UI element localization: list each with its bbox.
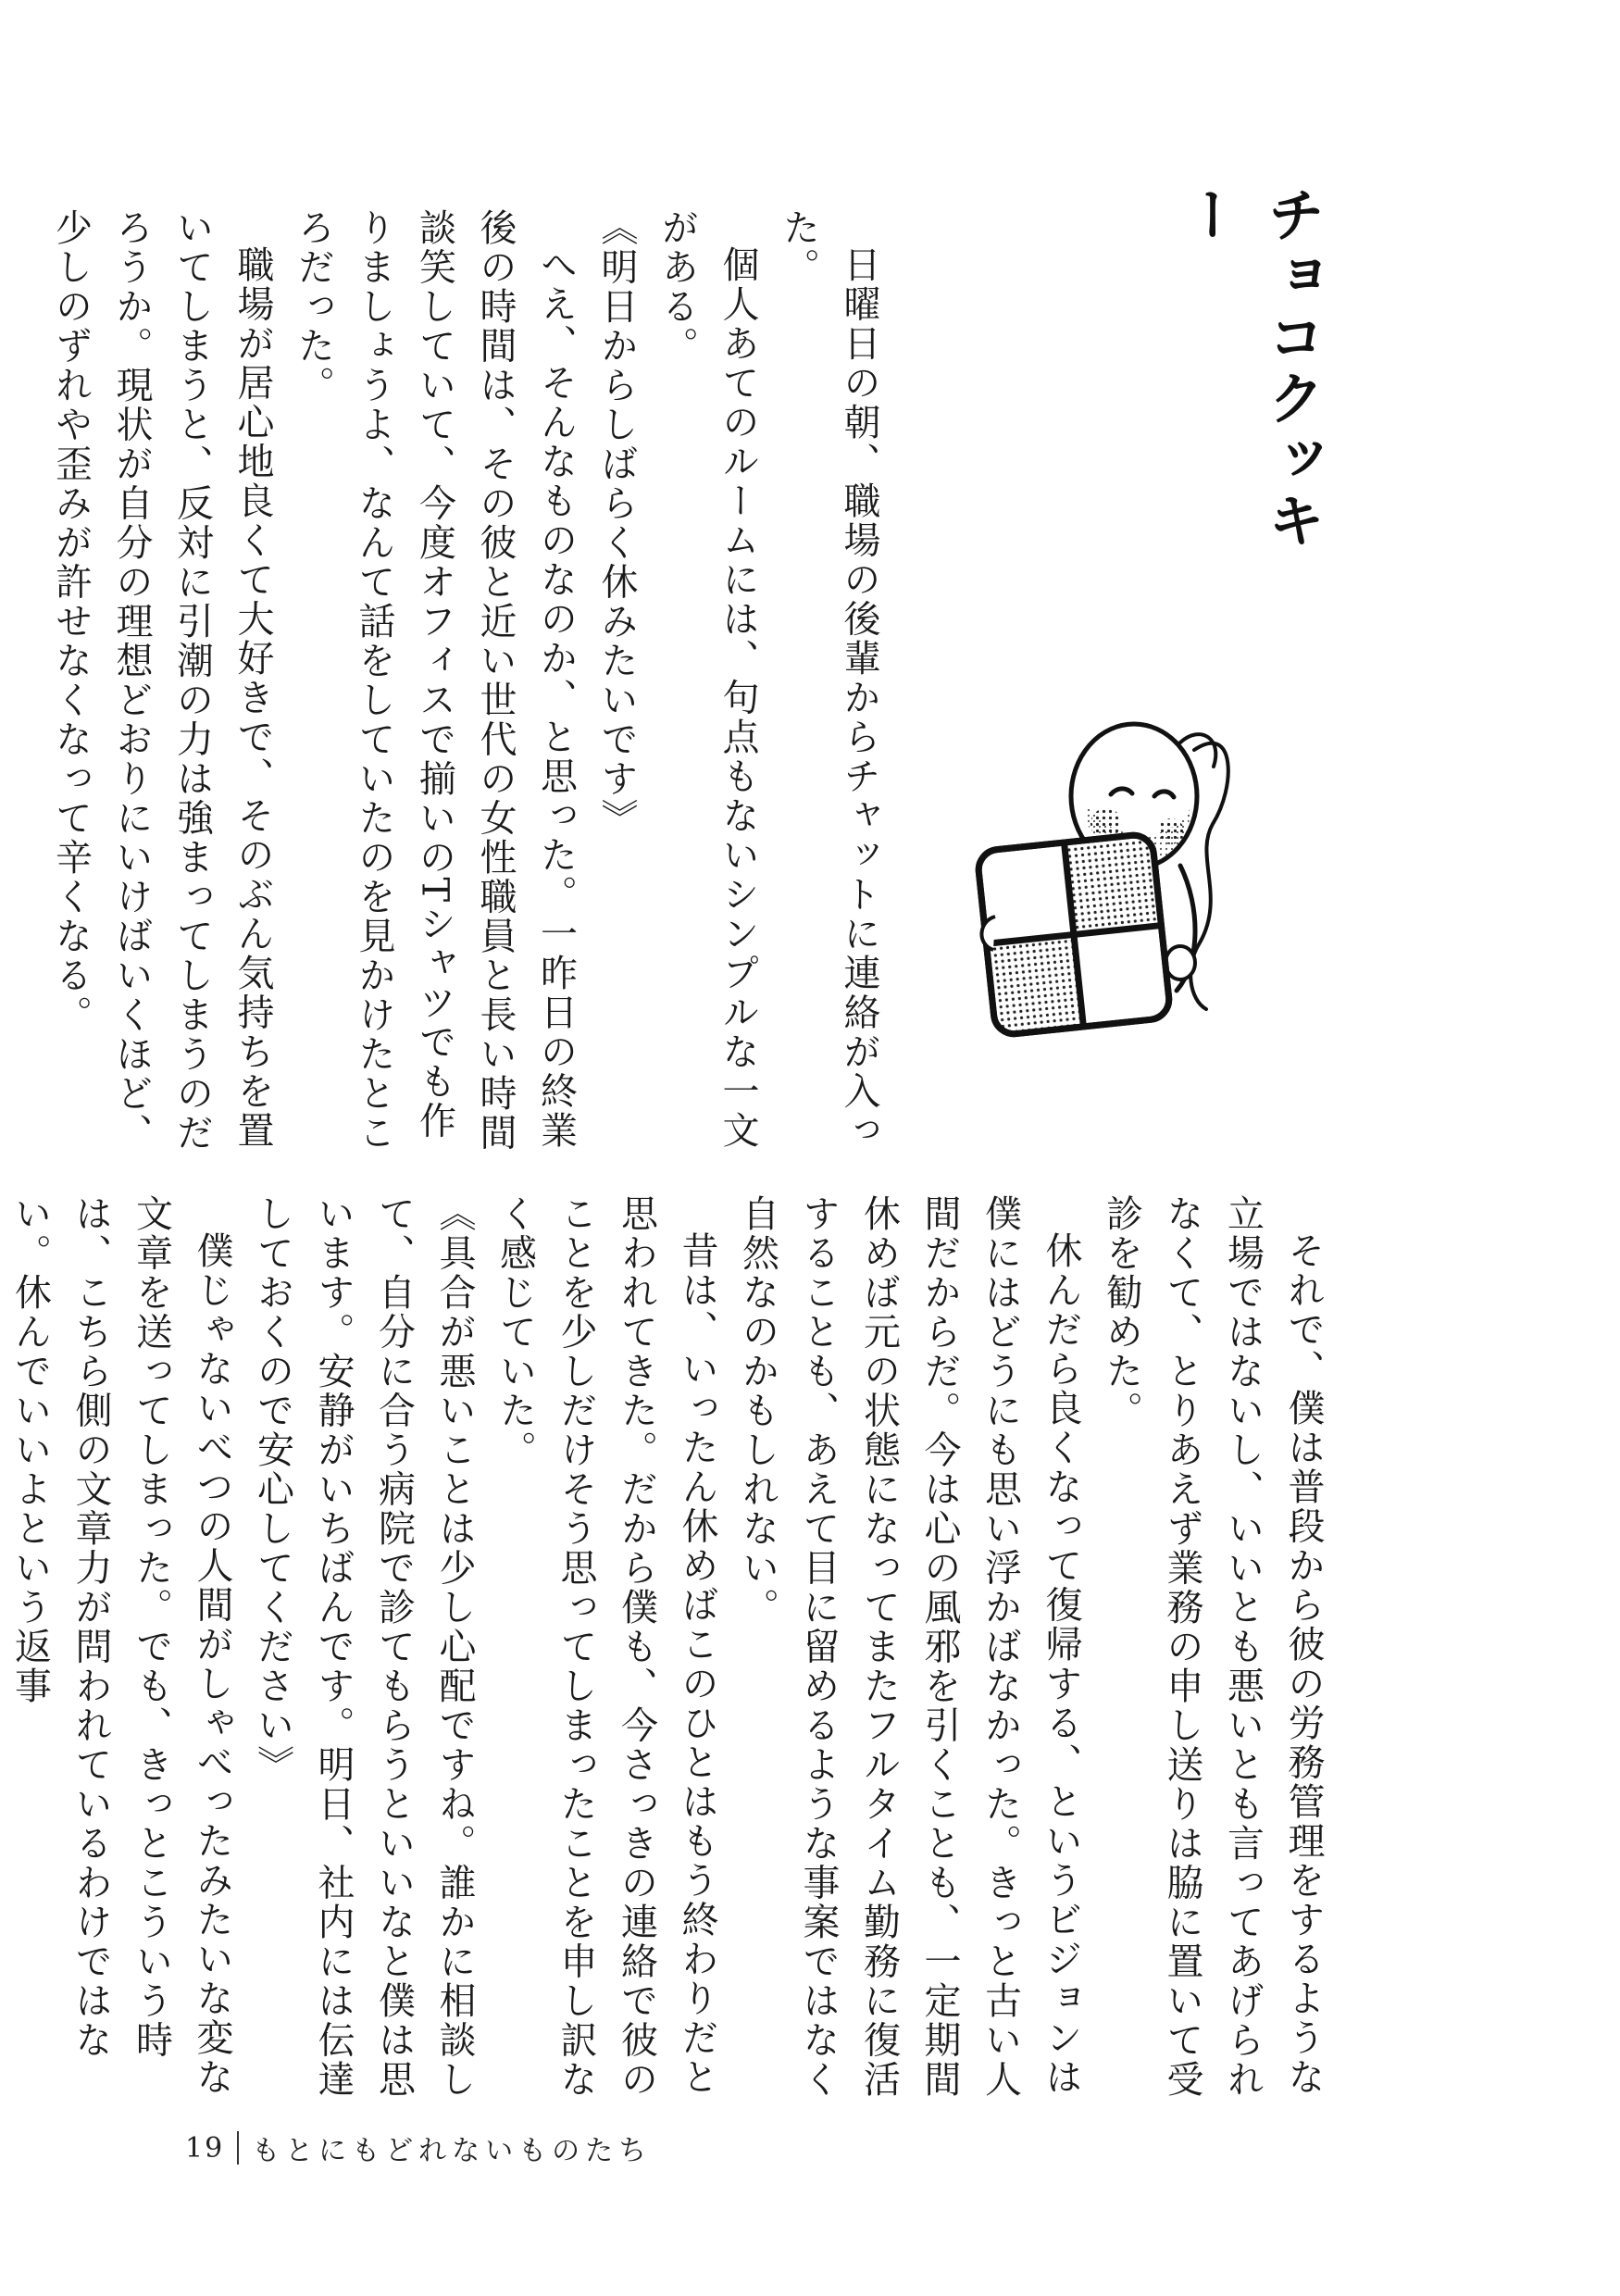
chapter-title: チョコクッキー [1175, 185, 1326, 552]
paragraph: それで、僕は普段から彼の労務管理をするような立場ではないし、いいとも悪いとも言ってあげられなくて、とりあえず業務の申し送りは脇に置いて受診を勧めた。 [1100, 1194, 1325, 2100]
paragraph: 休んだら良くなって復帰する、というビジョンは僕にはどうにも思い浮かばなかった。きっと古い人間だからだ。今は心の風邪を引くことも、一定期間休めば元の状態になってまたフルタイム勤務に復活することも、あえて目に留めるような事案ではなく自然なのかもしれない。 [736, 1194, 1082, 2100]
paragraph: 僕じゃないべつの人間がしゃべったみたいな変な文章を送ってしまった。でも、きっとこういう時は、こちら側の文章力が問われているわけではない。休んでいいよという返事 [8, 1194, 233, 2097]
page-number: 19 [185, 2131, 225, 2165]
footer-divider [237, 2131, 239, 2165]
upper-text-block [49, 208, 889, 1162]
paragraph: 昔は、いったん休めばこのひとはもう終わりだと思われてきた。だから僕も、今さっきの連絡で彼のことを少しだけそう思ってしまったことを申し訳なく感じていた。 [493, 1194, 718, 2100]
paragraph: へえ、そんなものなのか、と思った。一昨日の終業後の時間は、その彼と近い世代の女性職員と長い時間談笑していて、今度オフィスで揃いのTシャツでも作りましょうよ、なんて話をしていたのを見かけたところだった。 [292, 208, 578, 1153]
book-title: もとにもどれないものたち [252, 2135, 653, 2167]
lower-text-block [8, 1194, 1333, 2111]
paragraph: 日曜日の朝、職場の後輩からチャットに連絡が入った。 [777, 208, 880, 1151]
cookie-girl-illustration [958, 685, 1236, 1092]
paragraph: 個人あてのルームには、句点もないシンプルな一文がある。 [655, 208, 759, 1151]
paragraph: 職場が居心地良くて大好きで、そのぶん気持ちを置いてしまうと、反対に引潮の力は強まってしまうのだろうか。現状が自分の理想どおりにいけばいくほど、少しのずれや歪みが許せなくなって辛くなる。 [49, 208, 274, 1153]
girl-holding-checkered-cookie-icon [958, 685, 1236, 1092]
paragraph: 《明日からしばらく休みたいです》 [595, 208, 638, 838]
page-footer [185, 2125, 652, 2171]
paragraph: 《具合が悪いことは少し心配ですね。誰かに相談して、自分に合う病院で診てもらうといいなと僕は思います。安静がいちばんです。明日、社内には伝達しておくので安心してください》 [251, 1194, 476, 2100]
